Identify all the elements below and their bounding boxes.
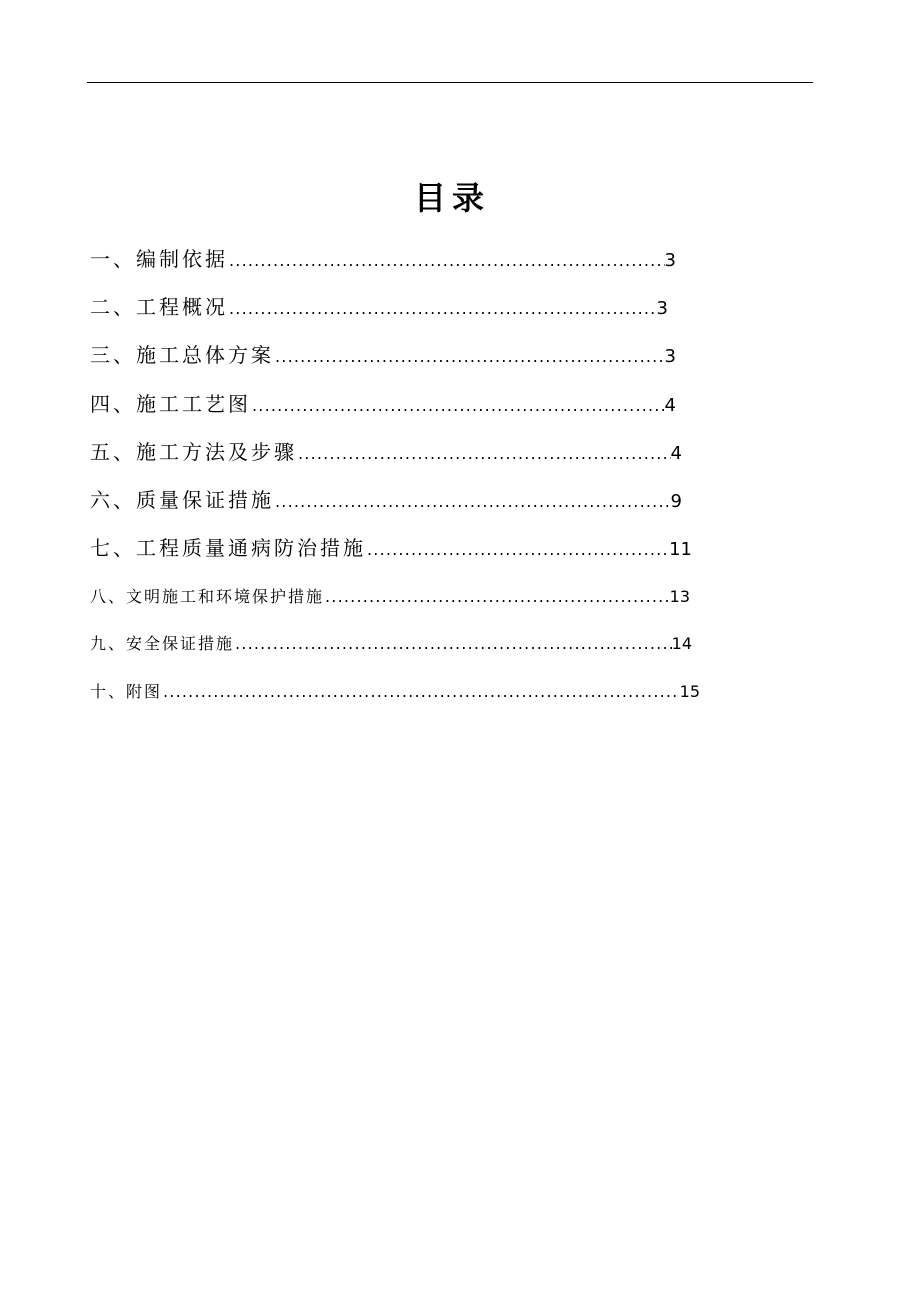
toc-entry-page: 3 — [664, 250, 676, 271]
toc-entry[interactable] — [90, 293, 668, 323]
toc-entry-page: 4 — [670, 443, 682, 464]
toc-leader-dots — [228, 295, 657, 323]
toc-leader-dots — [228, 247, 665, 275]
toc-entry-label: 三、施工总体方案 — [90, 343, 274, 367]
toc-entry-page: 9 — [670, 491, 682, 512]
toc-entry-label: 七、工程质量通病防治措施 — [90, 536, 366, 560]
toc-entry-label: 六、质量保证措施 — [90, 488, 274, 512]
toc-entry-label: 十、附图 — [90, 682, 163, 701]
toc-entry-page: 3 — [664, 346, 676, 367]
toc-entry[interactable] — [90, 390, 676, 420]
toc-entry-page: 13 — [669, 587, 690, 606]
header-rule — [87, 82, 813, 83]
toc-entry-page: 3 — [656, 298, 668, 319]
toc-entry-label: 二、工程概况 — [90, 295, 228, 319]
toc-entry-page: 15 — [679, 682, 700, 701]
toc-entry-label: 四、施工工艺图 — [90, 392, 251, 416]
toc-entry-page: 11 — [669, 539, 692, 560]
toc-entry[interactable] — [90, 679, 700, 705]
toc-entry[interactable] — [90, 534, 692, 564]
toc-entry-page: 4 — [664, 395, 676, 416]
toc-entry[interactable] — [90, 584, 690, 610]
page-title: 目录 — [413, 179, 490, 217]
toc-leader-dots — [251, 392, 665, 420]
toc-entry-label: 八、文明施工和环境保护措施 — [90, 587, 325, 606]
toc-leader-dots — [234, 631, 672, 657]
toc-entry[interactable] — [90, 245, 676, 275]
toc-leader-dots — [274, 343, 665, 371]
toc-leader-dots — [297, 440, 671, 468]
toc-entry-label: 一、编制依据 — [90, 247, 228, 271]
toc-entry[interactable] — [90, 486, 682, 516]
toc-leader-dots — [324, 584, 670, 610]
toc-entry[interactable] — [90, 341, 676, 371]
toc-leader-dots — [162, 679, 680, 705]
toc-entry-label: 五、施工方法及步骤 — [90, 440, 297, 464]
toc-entry[interactable] — [90, 438, 682, 468]
toc-entry-page: 14 — [671, 634, 692, 653]
toc-entry[interactable] — [90, 631, 692, 657]
toc-entry-label: 九、安全保证措施 — [90, 634, 235, 653]
toc-leader-dots — [366, 536, 669, 564]
toc-leader-dots — [274, 488, 671, 516]
